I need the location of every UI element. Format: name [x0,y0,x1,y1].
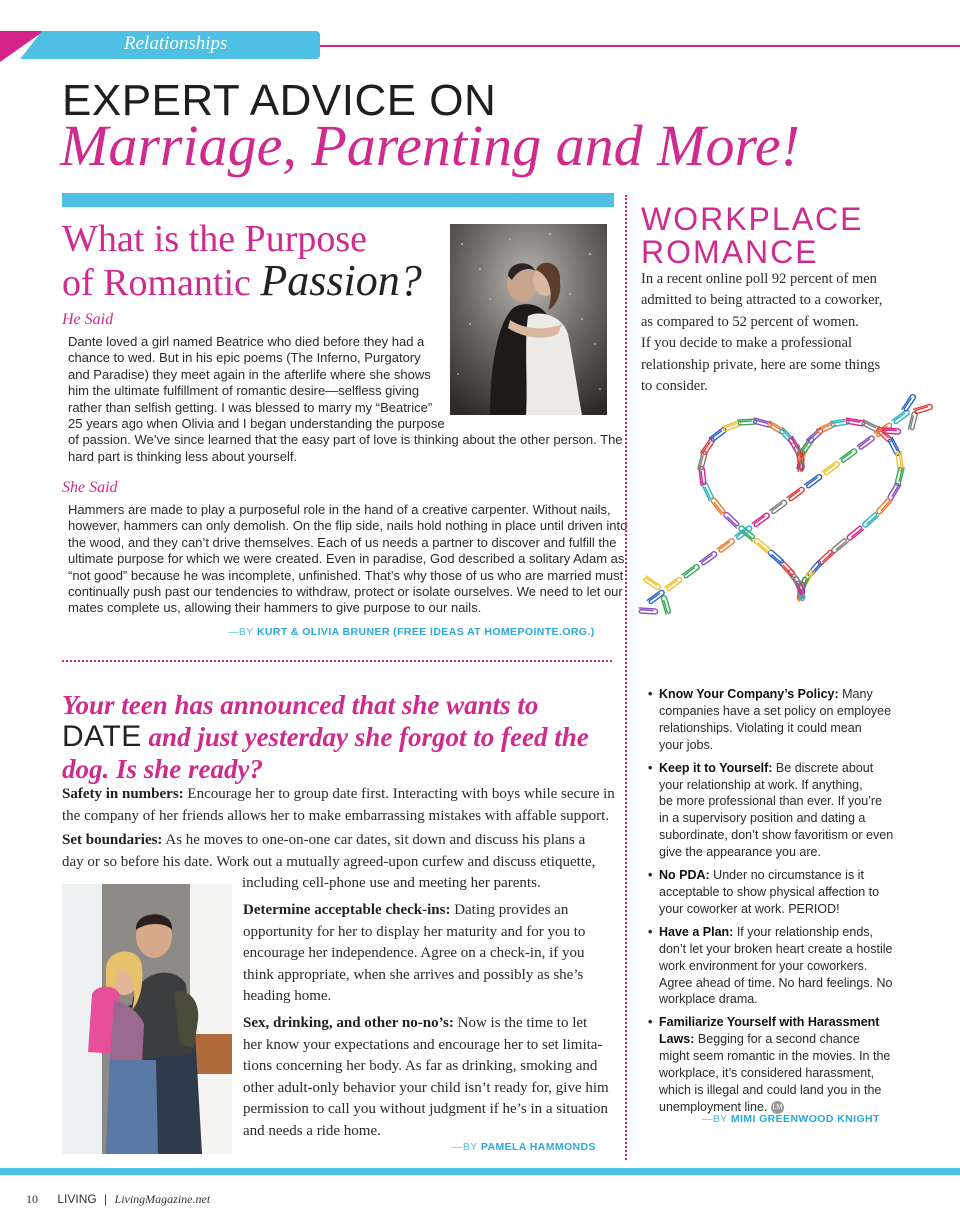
header-rule [320,45,960,47]
section-label: Relationships [124,33,228,54]
article1-byline-name: KURT & OLIVIA BRUNER (FREE IDEAS AT HOMEPOINTE.ORG.) [256,626,595,638]
she-said-line: “not good” because he was incomplete, unfinished. That’s why those of us who are married must [68,567,624,583]
tip-no-pda: • No PDA: Under no circumstance is it acceptable to show physical affection to your coworker at work. PERIOD! [648,868,880,916]
workplace-byline: —BY MIMI GREENWOOD KNIGHT [702,1113,880,1125]
she-said-line: however, hammers can only demolish. On the flip side, nails hold nothing in place until driven into [68,518,628,534]
dotted-divider-horizontal [62,660,612,662]
he-said-line: and Paradise) they meet again in the afterlife where she shows [68,366,431,382]
tip-check-ins: Determine acceptable check-ins: Dating provides an opportunity for her to display her maturity and for you to encourage her independence. Agree on a check-in, if you think appropriate, when she arrives and possibly as she’s heading home. [243,902,586,1004]
she-said-line: continually push past our tendencies to withdraw, protect or isolate ourselves. We need to let our [68,584,623,600]
article2-title-date: DATE [62,720,142,753]
blue-rule [62,193,614,207]
he-said-line: of passion. We’ve since learned that the easy part of love is thinking about the other person. The [68,432,623,448]
she-said-text [68,502,627,617]
footer-rule [0,1168,960,1175]
article2-byline: —BY PAMELA HAMMONDS [452,1141,596,1153]
main-title: Marriage, Parenting and More! [60,113,800,178]
article1-title-line2: of Romantic [62,262,261,304]
magazine-site: LivingMagazine.net [114,1192,211,1206]
tip-no-nos: Sex, drinking, and other no-no’s: Now is the time to let her know your expectations and encourage her to set limita- tions concerning her body. As far as drinking, smoking and other adult-only behavior your child isn’t ready for, give him permission to call you without judgment if he’s in a situation and needs a ride home. [243,1015,609,1139]
he-said-line: rather than selfish getting. I was blessed to marry my “Beatrice” [68,399,433,415]
he-said-line: Dante loved a girl named Beatrice who died before they had a [68,334,425,349]
he-said-line: him the ultimate fulfillment of romantic desire—selfless giving [68,383,420,399]
she-said-line: Hammers are made to play a purposeful role in the hand of a creative carpenter. Without nails, [68,502,611,517]
he-said-text [68,334,623,465]
he-said-line: hard part is thinking less about yourself. [68,448,298,464]
he-said-line: chance to wed. But in his epic poems (The Inferno, Purgatory [68,350,421,366]
tip-keep-it-to-yourself: • Keep it to Yourself: Be discrete about your relationship at work. If anything, be more professional than ever. If you’re in a supervisory position and dating a subordinate, don’t show favoritism or even give the appearance you are. [648,760,894,860]
dotted-divider-vertical [625,195,627,1160]
workplace-title: WORKPLACE ROMANCE [641,201,864,270]
he-said-heading: He Said [62,311,114,328]
workplace-byline-name: MIMI GREENWOOD KNIGHT [730,1113,880,1125]
article1-title-line1: What is the Purpose [62,218,368,260]
footer: 10 LIVING | LivingMagazine.net [26,1192,211,1206]
he-said-line: 25 years ago when Olivia and I began understanding the purpose [68,416,445,432]
tip-set-boundaries: Set boundaries: As he moves to one-on-one car dates, sit down and discuss his plans a day or so before his date. Work out a mutually agreed-upon curfew and discuss etiquette, including cell-phone use and meeting her parents. [62,832,596,891]
she-said-heading: She Said [62,479,118,496]
tip-harassment-laws: • Familiarize Yourself with Harassment Laws: Begging for a second chance might seem romantic in the movies. In the workplace, it’s considered harassment, which is illegal and could land you in the unemployment line. LM [648,1015,891,1114]
article2-byline-name: PAMELA HAMMONDS [480,1141,596,1153]
tip-safety-in-numbers: Safety in numbers: Encourage her to group date first. Interacting with boys while secure in the company of her friends allows her to make embarrassing mistakes with affable support. [62,786,615,824]
workplace-tips-list [648,686,948,1122]
she-said-line: mates complete us, allowing their hammers to give purpose to our nails. [68,600,482,616]
teen-couple-image [62,884,232,1154]
article1-byline: —BY KURT & OLIVIA BRUNER (FREE IDEAS AT HOMEPOINTE.ORG.) [228,626,595,638]
teen-couple-photo [62,884,232,1154]
she-said-line: ultimate purpose for which we were created. Even in paradise, God described a solitary Adam as [68,551,625,567]
article1-title [62,218,422,304]
tip-company-policy: • Know Your Company’s Policy: Many companies have a set policy on employee relationships. Violating it could mean your jobs. [648,687,892,752]
article2-title: Your teen has announced that she wants to DATE and just yesterday she forgot to feed the dog. Is she ready? [62,690,589,784]
she-said-line: the wood, and they can’t drive themselves. Each of us needs a partner to discover and fulfill the [68,534,617,550]
magazine-name: LIVING [57,1192,97,1206]
end-mark-icon: LM [771,1101,784,1114]
article1-title-emphasis: Passion? [260,256,422,305]
workplace-intro: In a recent online poll 92 percent of men admitted to being attracted to a coworker, as compared to 52 percent of women. If you decide to make a professional relationship private, here are some things to consider. [641,271,883,395]
main-kicker: EXPERT ADVICE ON [62,76,497,125]
page-number: 10 [26,1192,38,1206]
paperclip-heart-illustration [636,392,960,627]
tip-have-a-plan: • Have a Plan: If your relationship ends, don’t let your broken heart create a hostile work environment for your coworkers. Agree ahead of time. No hard feelings. No workplace drama. [648,924,893,1007]
